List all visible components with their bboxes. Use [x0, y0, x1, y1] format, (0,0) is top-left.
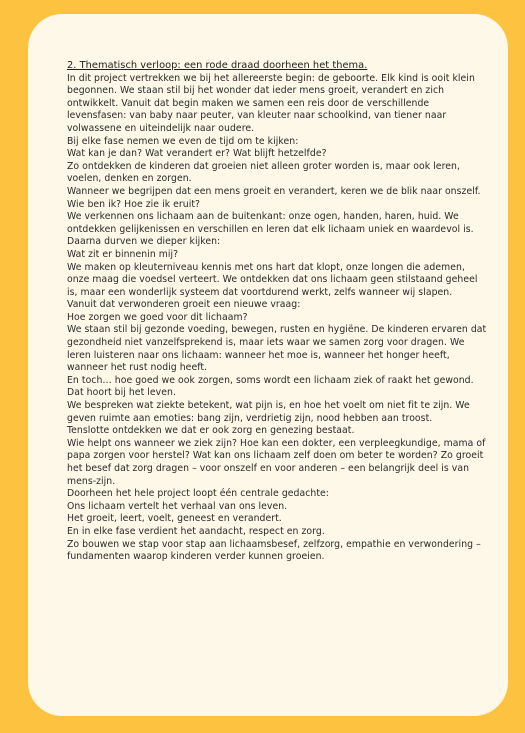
paragraph: Wat kan je dan? Wat verandert er? Wat blijft hetzelfde? [67, 148, 327, 160]
paragraph: We maken op kleuterniveau kennis met ons hart dat klopt, onze longen die ademen, onze maag die voedsel verteert. We ontdekken dat ons lichaam geen stilstaand geheel is, maar een wonderlijk systeem dat voortdurend werkt, zelfs wanneer wij slapen. [67, 261, 478, 298]
paragraph: In dit project vertrekken we bij het allereerste begin: de geboorte. Elk kind is ooit klein begonnen. We staan stil bij het wonder dat ieder mens groeit, verandert en zich ontwikkelt. Vanuit dat begin maken we samen een reis door de verschillende levensfasen: van baby naar peuter, van kleuter naar schoolkind, van tiener naar volwassene en uiteindelijk naar oudere. [67, 72, 475, 134]
paragraph: Het groeit, leert, voelt, geneest en verandert. [67, 513, 282, 525]
paragraph: Hoe zorgen we goed voor dit lichaam? [67, 311, 248, 323]
paragraph: Wat zit er binnenin mij? [67, 248, 179, 260]
paragraph: Zo ontdekken de kinderen dat groeien niet alleen groter worden is, maar ook leren, voelen, denken en zorgen. [67, 160, 460, 185]
paragraph: We staan stil bij gezonde voeding, bewegen, rusten en hygiëne. De kinderen ervaren dat gezondheid niet vanzelfsprekend is, maar iets waar we samen zorg voor dragen. We leren luisteren naar ons lichaam: wanneer het moe is, wanneer het honger heeft, wanneer het rust nodig heeft. [67, 324, 487, 374]
paragraph: Doorheen het hele project loopt één centrale gedachte: [67, 488, 329, 500]
paragraph: Vanuit dat verwonderen groeit een nieuwe vraag: [67, 299, 301, 311]
section-title: 2. Thematisch verloop: een rode draad doorheen het thema. [67, 60, 368, 71]
paragraph: We verkennen ons lichaam aan de buitenkant: onze ogen, handen, haren, huid. We ontdekken gelijkenissen en verschillen en leren dat elk lichaam uniek en waardevol is. [67, 211, 474, 235]
paragraph: Ons lichaam vertelt het verhaal van ons leven. [67, 500, 288, 512]
paragraph: We bespreken wat ziekte betekent, wat pijn is, en hoe het voelt om niet fit te zijn. We geven ruimte aan emoties: bang zijn, verdrietig zijn, nood hebben aan troost. [67, 400, 470, 424]
paragraph: Bij elke fase nemen we even de tijd om te kijken: [67, 135, 299, 147]
document-body [67, 60, 487, 564]
paragraph: Zo bouwen we stap voor stap aan lichaamsbesef, zelfzorg, empathie en verwondering – fundamenten waarop kinderen verder kunnen groeien. [67, 538, 481, 563]
paragraph: Wanneer we begrijpen dat een mens groeit en verandert, keren we de blik naar onszelf. [67, 185, 481, 197]
paragraph-list [67, 73, 487, 564]
paragraph: Daarna durven we dieper kijken: [67, 236, 221, 248]
paragraph: Tenslotte ontdekken we dat er ook zorg en genezing bestaat. [67, 425, 355, 437]
paragraph: Wie ben ik? Hoe zie ik eruit? [67, 198, 201, 210]
paragraph: En toch… hoe goed we ook zorgen, soms wordt een lichaam ziek of raakt het gewond. [67, 374, 474, 386]
paragraph: Dat hoort bij het leven. [67, 387, 176, 399]
paragraph: Wie helpt ons wanneer we ziek zijn? Hoe kan een dokter, een verpleegkundige, mama of papa zorgen voor herstel? Wat kan ons lichaam zelf doen om beter te worden? Zo groeit het besef dat zorg dragen – voor onszelf en voor anderen – een belangrijk deel is van mens-zijn. [67, 437, 486, 487]
paragraph: En in elke fase verdient het aandacht, respect en zorg. [67, 525, 325, 537]
